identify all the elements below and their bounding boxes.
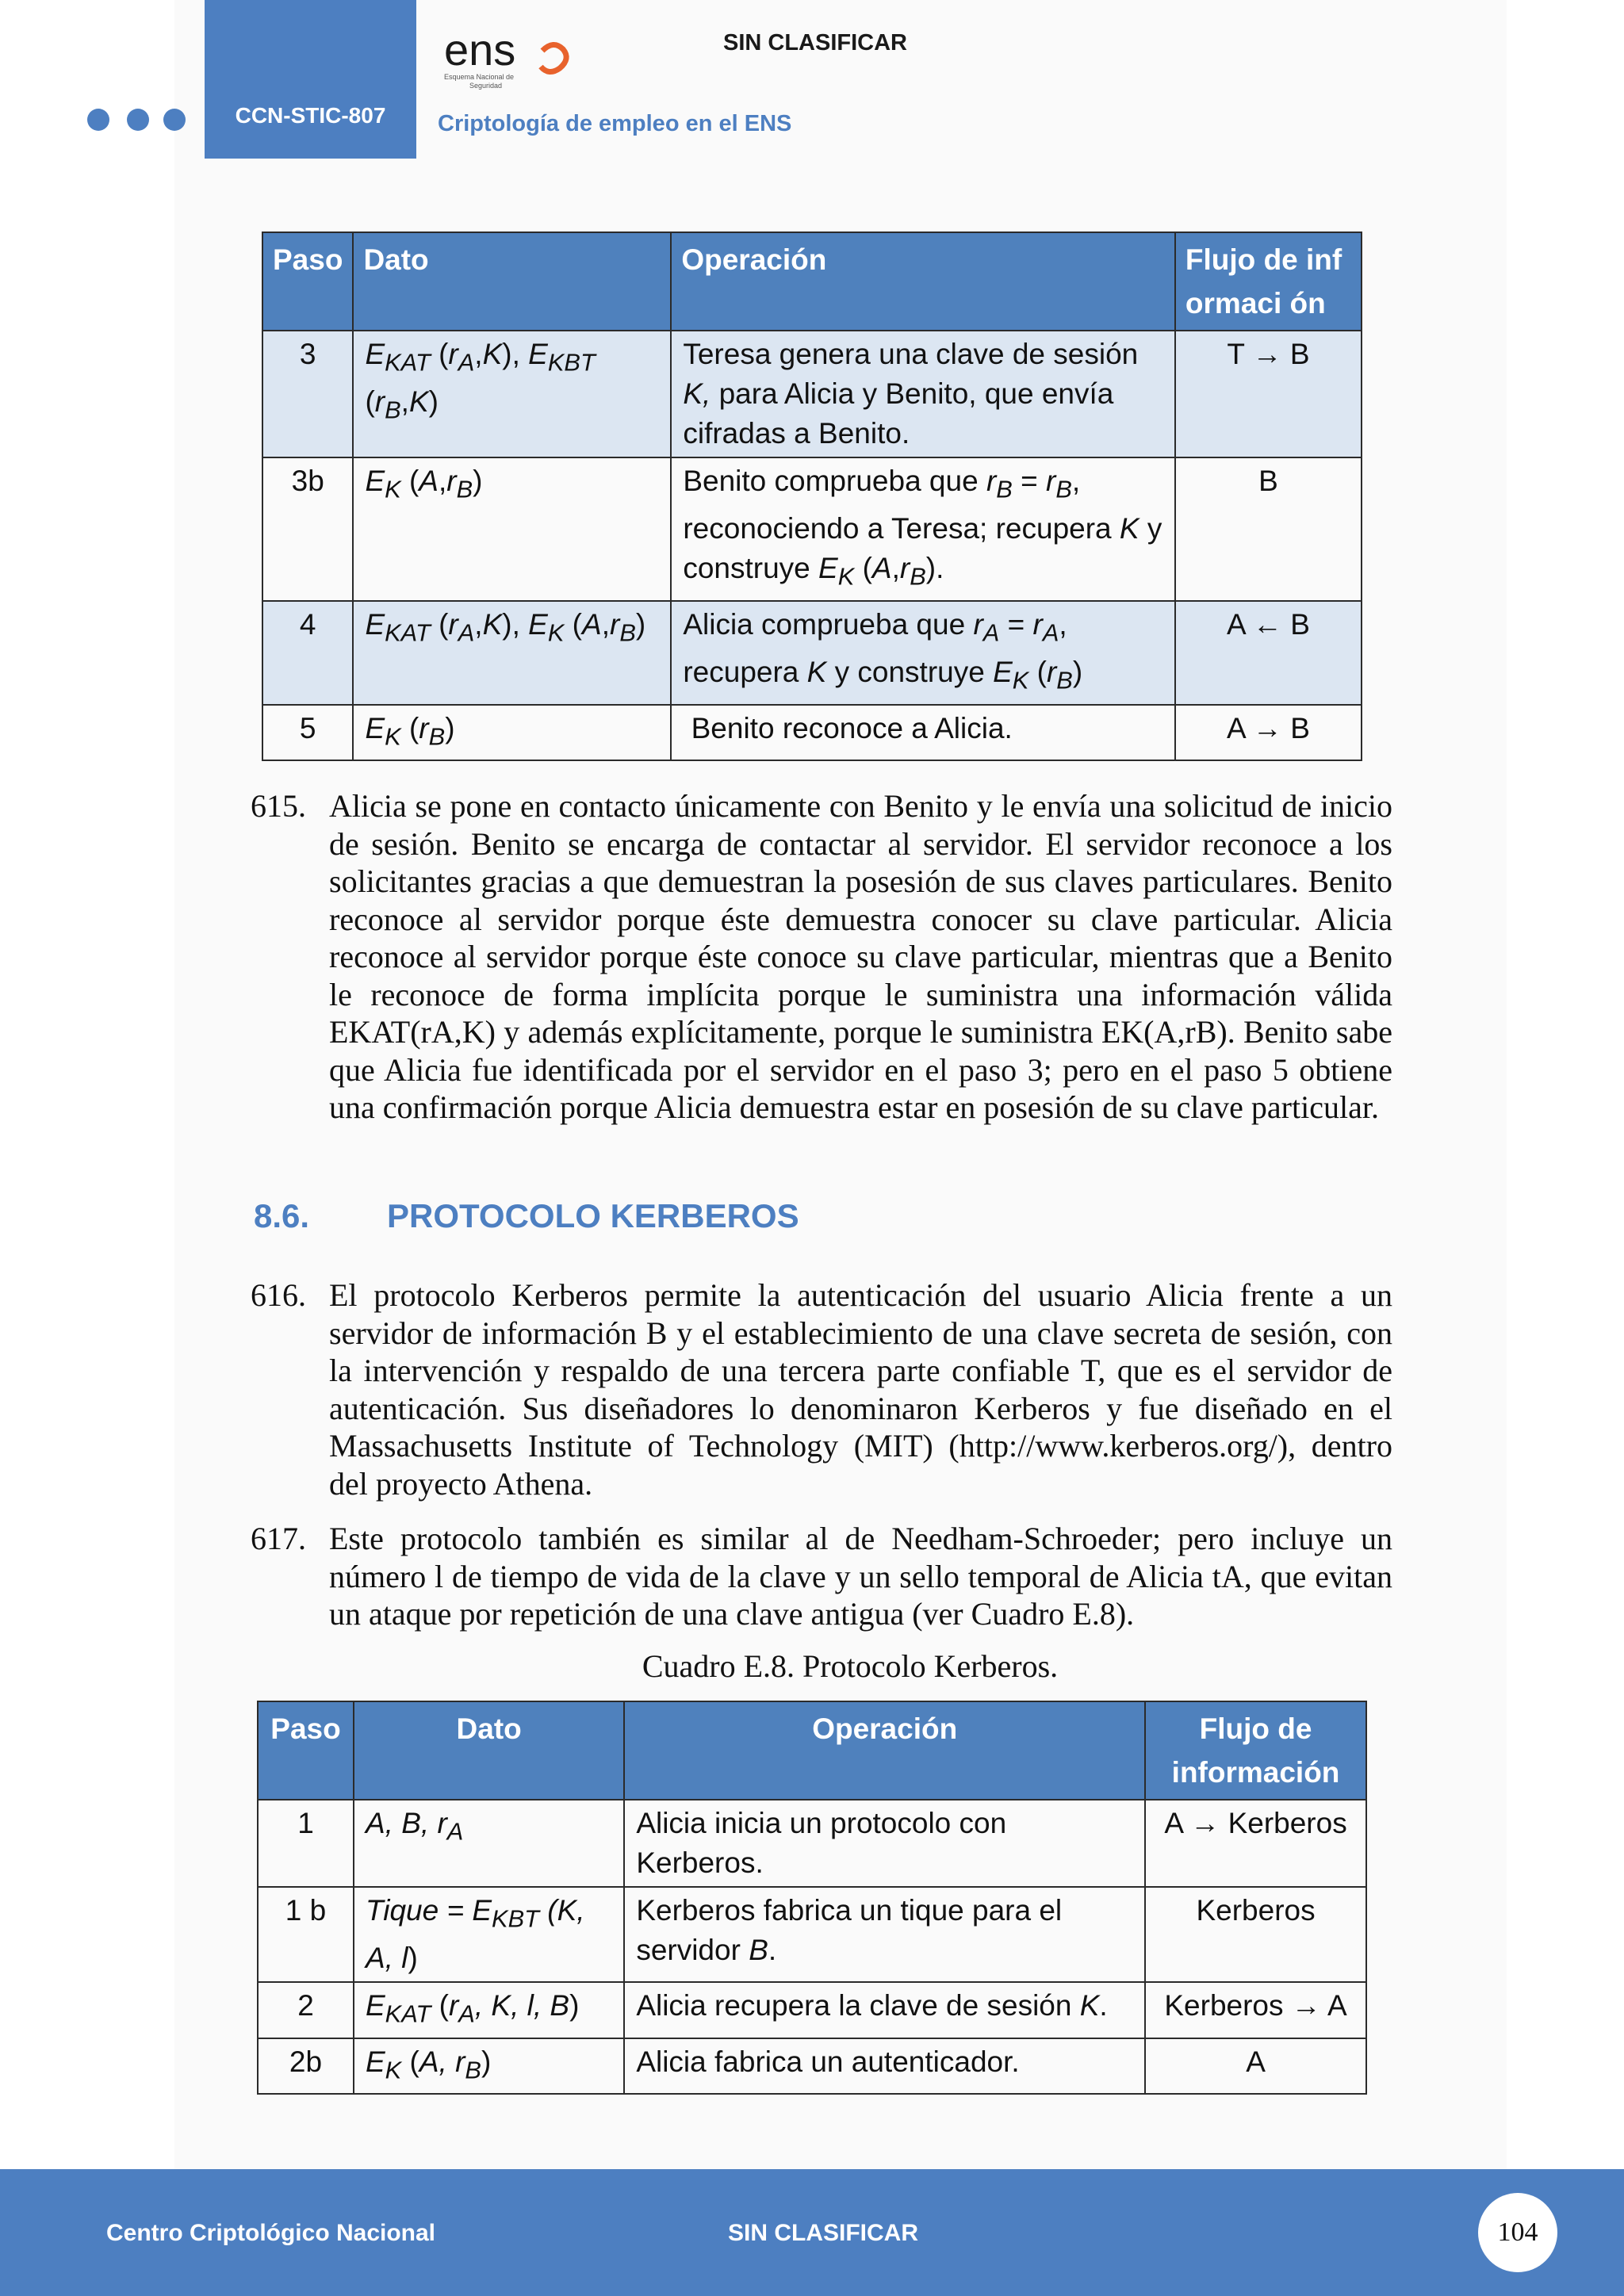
cell-flujo: A bbox=[1145, 2038, 1366, 2094]
column-header-operacion: Operación bbox=[624, 1701, 1145, 1800]
table-row bbox=[258, 1887, 1366, 1982]
page-number-badge bbox=[1478, 2193, 1557, 2272]
footer bbox=[0, 2169, 1624, 2296]
cell-paso: 1 bbox=[258, 1800, 354, 1887]
table-row bbox=[262, 601, 1362, 705]
cell-dato: $E_{KAT}$ $(r_A,K)$, $E_K$ $(A,r_B)$ bbox=[353, 601, 671, 705]
column-header-flujo: Flujo de informaci ón bbox=[1175, 232, 1362, 331]
document-code-box bbox=[205, 0, 416, 159]
table-caption: Cuadro E.8. Protocolo Kerberos. bbox=[642, 1648, 1059, 1684]
section-heading bbox=[254, 1197, 799, 1235]
cell-dato: Tique = $E_{KBT}$ (K, A, l) bbox=[354, 1887, 624, 1982]
decorative-dot bbox=[127, 109, 149, 131]
paragraph-number: 616. bbox=[251, 1277, 306, 1313]
cell-operacion: Alicia comprueba que $r_A = r_A$, recupera K y construye $E_K$ $(r_B)$ bbox=[671, 601, 1175, 705]
cell-paso: 1 b bbox=[258, 1887, 354, 1982]
cell-paso: 2b bbox=[258, 2038, 354, 2094]
cell-operacion: Alicia fabrica un autenticador. bbox=[624, 2038, 1145, 2094]
cell-dato: $E_{KAT}$ $(r_A,K)$, $E_{KBT}$ $(r_B,K)$ bbox=[353, 331, 671, 457]
page-number: 104 bbox=[1497, 2218, 1538, 2247]
cell-paso: 4 bbox=[262, 601, 353, 705]
section-number: 8.6. bbox=[254, 1197, 310, 1234]
table-header-row bbox=[258, 1701, 1366, 1800]
document-code: CCN-STIC-807 bbox=[235, 103, 386, 128]
decorative-dot bbox=[163, 109, 186, 131]
cell-flujo: B bbox=[1175, 457, 1362, 601]
cell-flujo: A → B bbox=[1175, 705, 1362, 760]
cell-operacion: Teresa genera una clave de sesión K, para Alicia y Benito, que envía cifradas a Benito. bbox=[671, 331, 1175, 457]
kerberos-table bbox=[257, 1701, 1367, 2095]
table-row bbox=[258, 1982, 1366, 2038]
header-classification: SIN CLASIFICAR bbox=[723, 30, 907, 55]
cell-flujo: A → Kerberos bbox=[1145, 1800, 1366, 1887]
footer-organization: Centro Criptológico Nacional bbox=[106, 2220, 436, 2246]
table-row bbox=[258, 1800, 1366, 1887]
protocol-table-continued bbox=[262, 232, 1362, 761]
column-header-paso: Paso bbox=[262, 232, 353, 331]
paragraph-617 bbox=[251, 1520, 1392, 1633]
cell-operacion: Benito reconoce a Alicia. bbox=[671, 705, 1175, 760]
cell-flujo: A ← B bbox=[1175, 601, 1362, 705]
logo-caption-2: Seguridad bbox=[469, 82, 503, 90]
paragraph-text: Alicia se pone en contacto únicamente con Benito y le envía una solicitud de inicio de sesión. Benito se encarga de contactar al servidor. El servidor reconoce a los solicitantes gracias a que demuestran la posesión de sus claves particulares. Benito reconoce al servidor porque éste demuestra conocer su clave particular. Alicia reconoce al servidor porque éste conoce su clave particular, mientras que a Benito le reconoce de forma implícita porque le suministra una información válida EKAT(rA,K) y además explícitamente, porque le suministra EK(A,rB). Benito sabe que Alicia fue identificada por el servidor en el paso 3; pero en el paso 5 obtiene una confirmación porque Alicia demuestra estar en posesión de su clave particular. bbox=[329, 788, 1392, 1125]
cell-operacion: Alicia recupera la clave de sesión K. bbox=[624, 1982, 1145, 2038]
paragraph-616 bbox=[251, 1276, 1392, 1502]
table-row bbox=[262, 457, 1362, 601]
column-header-flujo: Flujo de información bbox=[1145, 1701, 1366, 1800]
cell-paso: 2 bbox=[258, 1982, 354, 2038]
footer-classification: SIN CLASIFICAR bbox=[728, 2220, 918, 2246]
cell-paso: 3 bbox=[262, 331, 353, 457]
paragraph-text: El protocolo Kerberos permite la autenticación del usuario Alicia frente a un servidor de información B y el establecimiento de una clave secreta de sesión, con la intervención y respaldo de una tercera parte confiable T, que es el servidor de autenticación. Sus diseñadores lo denominaron Kerberos y fue diseñado en el Massachusetts Institute of Technology (MIT) (http://www.kerberos.org/), dentro del proyecto Athena. bbox=[329, 1277, 1392, 1502]
paragraph-number: 617. bbox=[251, 1521, 306, 1556]
table-row bbox=[262, 331, 1362, 457]
cell-paso: 3b bbox=[262, 457, 353, 601]
cell-paso: 5 bbox=[262, 705, 353, 760]
paragraph-number: 615. bbox=[251, 788, 306, 824]
paragraph-text: Este protocolo también es similar al de Needham-Schroeder; pero incluye un número l de tiempo de vida de la clave y un sello temporal de Alicia tA, que evitan un ataque por repetición de una clave antigua (ver Cuadro E.8). bbox=[329, 1521, 1392, 1632]
table-row bbox=[258, 2038, 1366, 2094]
logo-caption-1: Esquema Nacional de bbox=[444, 73, 515, 81]
logo-text: ens bbox=[444, 25, 516, 75]
table-row bbox=[262, 705, 1362, 760]
cell-flujo: Kerberos → A bbox=[1145, 1982, 1366, 2038]
ens-logo bbox=[438, 24, 596, 95]
column-header-dato: Dato bbox=[354, 1701, 624, 1800]
table-header-row bbox=[262, 232, 1362, 331]
decorative-dot bbox=[87, 109, 109, 131]
logo-swirl bbox=[541, 44, 566, 71]
cell-operacion: Alicia inicia un protocolo con Kerberos. bbox=[624, 1800, 1145, 1887]
section-title: PROTOCOLO KERBEROS bbox=[387, 1197, 799, 1234]
cell-dato: A, B, $r_A$ bbox=[354, 1800, 624, 1887]
cell-flujo: T → B bbox=[1175, 331, 1362, 457]
cell-flujo: Kerberos bbox=[1145, 1887, 1366, 1982]
column-header-paso: Paso bbox=[258, 1701, 354, 1800]
column-header-operacion: Operación bbox=[671, 232, 1175, 331]
cell-dato: $E_K$ (A, $r_B$) bbox=[354, 2038, 624, 2094]
cell-operacion: Kerberos fabrica un tique para el servidor B. bbox=[624, 1887, 1145, 1982]
cell-dato: $E_K$ $(r_B)$ bbox=[353, 705, 671, 760]
cell-operacion: Benito comprueba que $r_B = r_B$, reconociendo a Teresa; recupera K y construye $E_K$ $(A,r_B)$. bbox=[671, 457, 1175, 601]
column-header-dato: Dato bbox=[353, 232, 671, 331]
paragraph-615 bbox=[251, 787, 1392, 1127]
cell-dato: $E_K$ $(A,r_B)$ bbox=[353, 457, 671, 601]
header-subtitle: Criptología de empleo en el ENS bbox=[438, 111, 792, 136]
cell-dato: $E_{KAT}$ ($r_A$, K, l, B) bbox=[354, 1982, 624, 2038]
